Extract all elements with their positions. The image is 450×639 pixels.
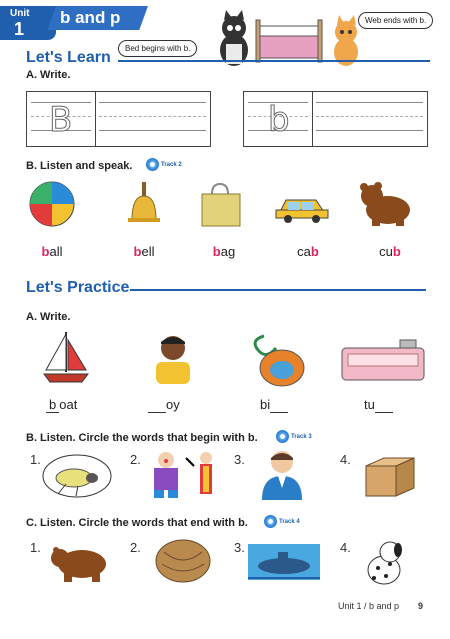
word-ball: ball	[41, 244, 63, 259]
bear-icon[interactable]	[48, 540, 110, 584]
bib-icon	[246, 330, 308, 388]
bathtub-icon	[340, 338, 428, 384]
taxi-cab-icon	[274, 188, 330, 224]
word-cub: cub	[379, 244, 401, 259]
write-item-boat[interactable]: b oat	[46, 397, 77, 412]
item-number: 3.	[234, 540, 245, 555]
footer-label: Unit 1 / b and p	[338, 601, 400, 611]
bag-icon	[198, 182, 244, 228]
speech-bubble-right: Web ends with b.	[358, 12, 433, 29]
practice-part-a: A. Write.	[26, 311, 71, 323]
item-number: 1.	[30, 452, 41, 467]
bell-icon	[124, 180, 164, 230]
trace-cell-upper	[27, 92, 96, 146]
item-number: 1.	[30, 540, 41, 555]
section-rule	[130, 289, 426, 291]
practice-part-b: B. Listen. Circle the words that begin with b.	[26, 432, 258, 444]
write-lines-upper[interactable]	[95, 92, 210, 146]
write-box-upper	[26, 91, 211, 147]
cd-icon	[146, 158, 159, 171]
submarine-icon[interactable]	[248, 544, 320, 580]
word-bag: bag	[212, 244, 236, 259]
unit-label: Unit	[10, 8, 30, 19]
track-label: Track 3	[291, 433, 312, 440]
write-item-bib[interactable]: bi	[260, 397, 288, 413]
beach-ball-icon	[28, 180, 76, 228]
bug-icon[interactable]	[40, 452, 114, 500]
item-number: 4.	[340, 540, 351, 555]
page-number: 9	[418, 601, 424, 611]
write-box-lower	[243, 91, 428, 147]
sailboat-icon	[42, 330, 90, 386]
clowns-icon[interactable]	[146, 448, 226, 500]
track-2[interactable]	[146, 158, 182, 171]
dalmatian-icon[interactable]	[358, 538, 408, 588]
track-label: Track 4	[279, 518, 300, 525]
lets-practice-heading: Let's Practice	[26, 279, 130, 296]
trace-letter-upper: B	[49, 100, 73, 140]
item-number: 2.	[130, 540, 141, 555]
item-number: 3.	[234, 452, 245, 467]
man-icon[interactable]	[258, 448, 306, 500]
unit-number: 1	[14, 19, 25, 39]
write-item-tub[interactable]: tu	[364, 397, 393, 413]
walnut-icon[interactable]	[154, 538, 212, 584]
learn-part-a: A. Write.	[26, 69, 71, 81]
trace-letter-lower: b	[268, 100, 290, 140]
lets-learn-heading: Let's Learn	[26, 49, 111, 66]
boy-icon	[150, 332, 196, 386]
track-3[interactable]	[276, 430, 312, 443]
cd-icon	[264, 515, 277, 528]
learn-part-b: B. Listen and speak.	[26, 160, 133, 172]
word-bell: bell	[133, 244, 155, 259]
write-item-boy[interactable]: oy	[148, 397, 180, 413]
box-icon[interactable]	[360, 448, 420, 498]
item-number: 4.	[340, 452, 351, 467]
bear-cub-icon	[356, 180, 414, 228]
word-cab: cab	[297, 244, 319, 259]
track-label: Track 2	[161, 161, 182, 168]
speech-bubble-left: Bed begins with b.	[118, 40, 197, 57]
item-number: 2.	[130, 452, 141, 467]
track-4[interactable]	[264, 515, 300, 528]
write-lines-lower[interactable]	[312, 92, 427, 146]
unit-tab	[0, 6, 56, 40]
cats-bed-illustration	[200, 6, 370, 72]
cd-icon	[276, 430, 289, 443]
section-rule	[118, 60, 430, 62]
unit-title: b and p	[60, 8, 121, 27]
trace-cell-lower	[244, 92, 313, 146]
practice-part-c: C. Listen. Circle the words that end with b.	[26, 517, 248, 529]
